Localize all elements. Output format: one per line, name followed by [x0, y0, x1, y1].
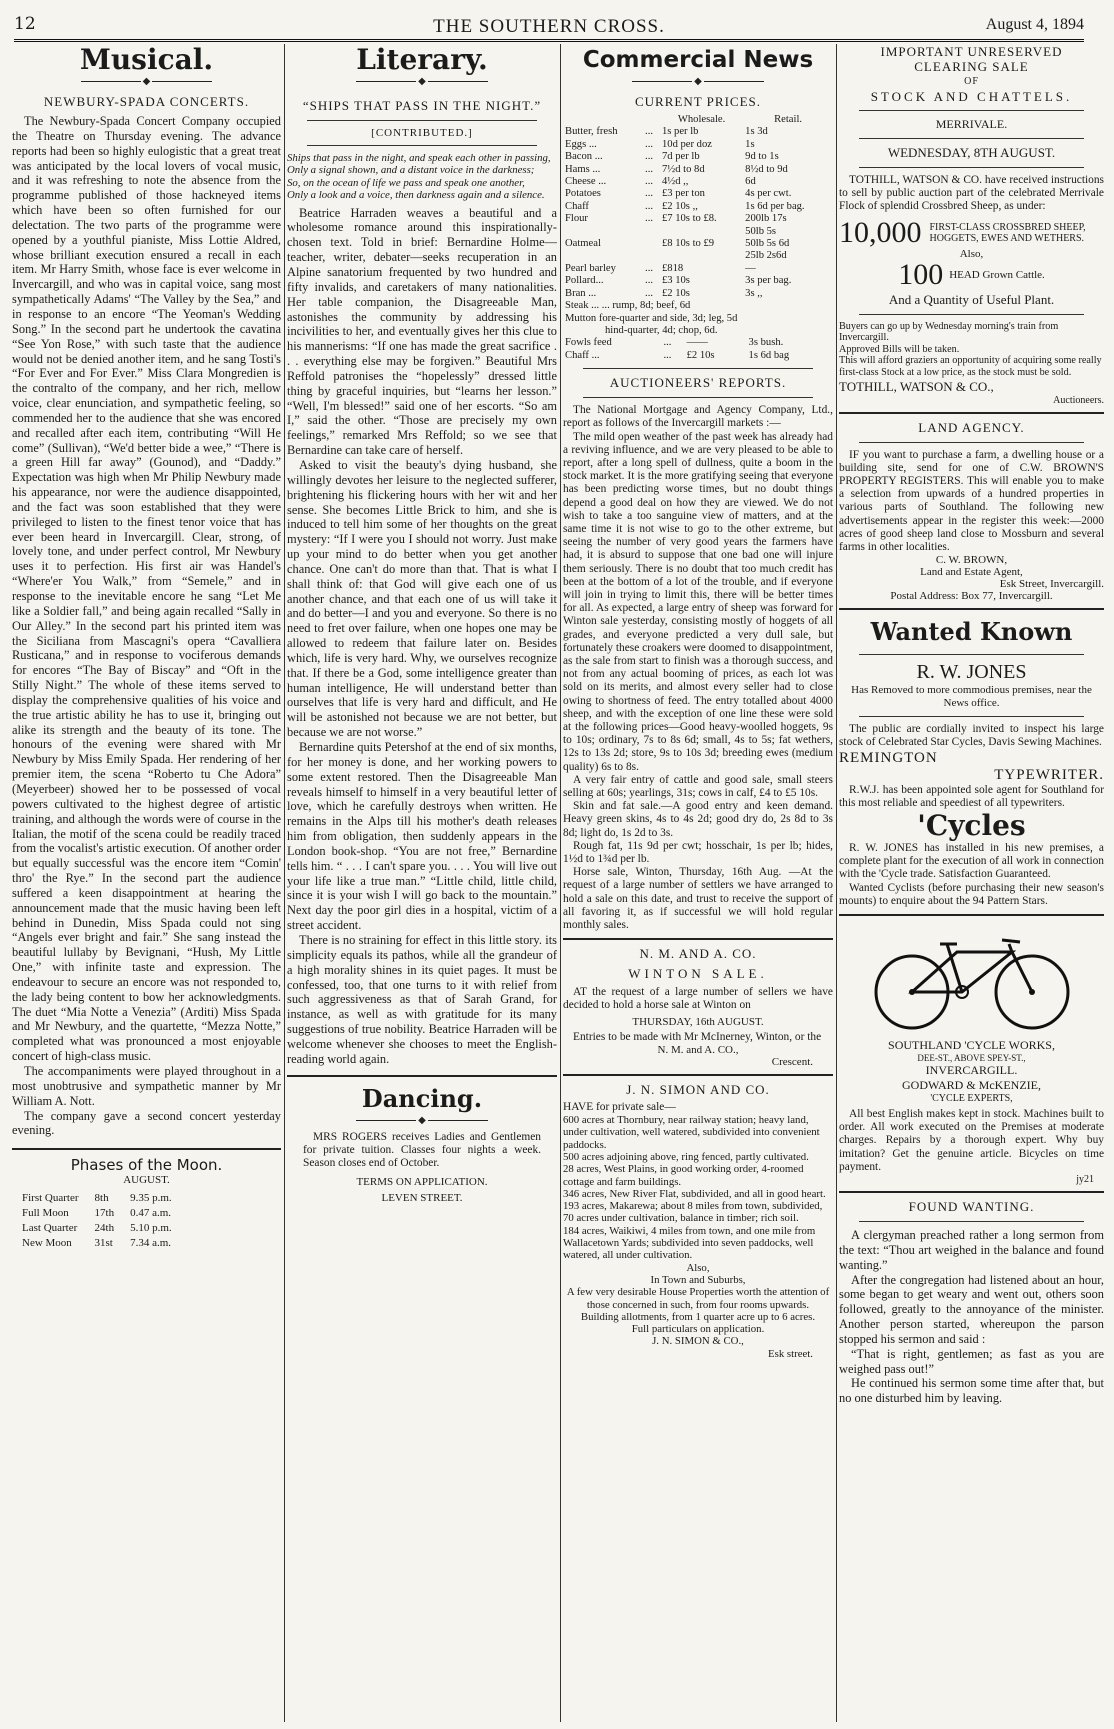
price-cell-rt: 3s bush. — [748, 337, 784, 349]
poem-line: So, on the ocean of life we pass and speak one another, — [287, 176, 525, 189]
price-cell-rt: 9d to 1s — [745, 151, 779, 163]
southland-text: All best English makes kept in stock. Machines built to order. All work executed on the Premises at moderate charges. Repairs by a thorough expert. Why buy imitation? Get the genuine article. Bicycles on time payment. — [839, 1108, 1104, 1173]
southland-experts: 'CYCLE EXPERTS, — [930, 1093, 1013, 1105]
divider — [859, 110, 1084, 111]
dancing-text: MRS ROGERS receives Ladies and Gentlemen for private tuition. Classes four nights a week. Season closes end of October. — [303, 1130, 541, 1169]
price-cell-rt: 1s 6d per bag. — [745, 200, 805, 212]
price-cell-ws: £8 10s to £9 — [661, 238, 715, 250]
lot-count: 100 — [898, 257, 944, 291]
table-row — [563, 164, 833, 176]
price-cell-rt: 25lb 2s6d — [745, 250, 787, 262]
commercial-heading: Commercial News — [582, 47, 814, 73]
moon-day: 31st — [94, 1237, 113, 1250]
moon-heading: Phases of the Moon. — [70, 1156, 223, 1175]
ornament-divider: ◆ — [12, 76, 281, 88]
wanted-rwj: R.W.J. has been appointed sole agent for Southland for this most reliable and speediest of all typewriters. — [839, 783, 1104, 809]
price-cell-dots: ... — [645, 200, 653, 212]
wanted-cyclists: Wanted Cyclists (before purchasing their new season's mounts) to enquire about the 94 Pattern Stars. — [839, 881, 1104, 907]
divider — [859, 1221, 1084, 1222]
column-literary — [287, 44, 557, 1722]
table-row — [563, 275, 833, 287]
dancing-terms: TERMS ON APPLICATION. — [356, 1176, 488, 1189]
price-cell-dots: ... — [645, 138, 653, 150]
found-paragraph: A clergyman preached rather a long sermon from the text: “Thou art weighed in the balance and found wanting.” — [839, 1228, 1104, 1272]
price-cell-rt: — — [745, 262, 756, 274]
divider — [859, 138, 1084, 139]
musical-subheading: NEWBURY-SPADA CONCERTS. — [43, 94, 250, 109]
price-cell-item: Bacon ... — [565, 151, 603, 163]
clearing-sale-title — [839, 44, 1104, 104]
price-cell-ws: 4½d ,, — [661, 176, 689, 188]
dancing-street: LEVEN STREET. — [381, 1192, 463, 1205]
price-cell-dots: ... — [645, 275, 653, 287]
col-retail: Retail. — [774, 114, 803, 125]
clearing-line: STOCK AND CHATTELS. — [870, 89, 1073, 104]
table-row — [22, 1207, 186, 1220]
price-cell-dots: ... — [645, 163, 653, 175]
poem-line: Only a look and a voice, then darkness again and a silence. — [287, 189, 545, 202]
divider — [583, 368, 813, 369]
table-row — [563, 188, 833, 200]
list-item: 184 acres, Waikiwi, 4 miles from town, and one mile from Wallacetown Yards; subdivided into seven paddocks, well watered, all under cultivation. — [563, 1224, 816, 1262]
price-cell-rt: 3s ,, — [745, 287, 763, 299]
literary-paragraph: Asked to visit the beauty's dying husband, she willingly devotes her leisure to the neglected sufferer, brightening his flickering hours with her wit and her sense. She becomes Little Brick to him, and she is induced to tell him some of her thoughts on the great mystery: “If I were you I should not worry. Just make up your mind to do better when you get another chance. One can't do more than that. That is what I shall think of: that God will give each one of us another chance, and that each one of us will take it and do better—I and you and everyone. So there is no need to fret over failure, when one hopes one may be allowed to redeem that failure later on. Besides which, life is very hard. Why, we ourselves recognize that. If there be a God, some intelligence greater than human intelligence, He will understand better than ourselves that life is very hard and difficult, and He will be astonished not because we are not better, but because we are not worse.” — [287, 457, 557, 740]
list-item: 346 acres, New River Flat, subdivided, and all in good heart. — [563, 1187, 826, 1200]
clearing-line: IMPORTANT UNRESERVED — [880, 44, 1063, 59]
table-row — [563, 126, 833, 138]
price-cell-dots: ... — [645, 262, 653, 274]
moon-time: 7.34 a.m. — [130, 1237, 172, 1250]
price-cell-item: Eggs ... — [565, 138, 597, 150]
price-cell-item: Chaff ... — [565, 349, 600, 361]
price-cell-ws — [660, 250, 743, 262]
price-cell-rt: 4s per cwt. — [745, 188, 792, 200]
moon-time: 9.35 p.m. — [130, 1192, 172, 1205]
simon-heading: J. N. SIMON AND CO. — [626, 1081, 770, 1097]
price-cell-rt: 6d — [745, 176, 756, 188]
clearing-line: CLEARING SALE — [914, 59, 1029, 74]
found-heading: FOUND WANTING. — [908, 1199, 1035, 1215]
musical-heading: Musical. — [79, 44, 214, 76]
price-cell-dots: ... — [645, 287, 653, 299]
column-rule — [284, 44, 285, 1722]
price-cell-ws: £3 per ton — [661, 188, 705, 200]
cycles-heading: 'Cycles — [917, 809, 1026, 843]
simon-sig: J. N. SIMON & CO., — [652, 1335, 744, 1348]
winton-heading: N. M. AND A. CO. — [639, 946, 757, 962]
remington-line2: TYPEWRITER. — [994, 766, 1104, 783]
divider — [839, 914, 1104, 916]
prices-subheading: CURRENT PRICES. — [634, 94, 761, 109]
land-name: C. W. BROWN, — [935, 554, 1008, 567]
simon-intro: HAVE for private sale— — [563, 1100, 676, 1113]
price-cell-item: Cheese ... — [565, 176, 607, 188]
moon-phase: Last Quarter — [22, 1222, 78, 1235]
price-cell-rt: 1s — [745, 138, 755, 150]
literary-paragraph: Beatrice Harraden weaves a beautiful and a wholesome romance around this inspirationally-chosen text. Told in brief: Bernardine Holme—teacher, writer, debater—seeks recuperation in an Alpine sanatorium frequented by two hundred and fifty invalids, and caretakers of many nationalities. Her table companion, the Disagreeable Man, astonishes the community by addressing his incivilities to her, and eventually gives her this clue to his mannerisms: “If one has made the great sacrifice . . . everything else may be forgiven.” Beautiful Mrs Reffold patronises the “hopelessly” dressed little thing by graceful inquiries, but “learns her lesson.” “Well, I'm blessed!” said one of her escorts. “So am I,” said the other. “Those are precisely my own feelings,” remarked Mrs Reffold; so we see that Bernardine can take care of herself. — [287, 205, 557, 458]
clearing-role: Auctioneers. — [1053, 394, 1104, 406]
lot-count: 10,000 — [839, 215, 922, 249]
masthead — [14, 8, 1084, 42]
column-commercial — [563, 44, 833, 1722]
price-cell-dots — [643, 250, 660, 262]
poem — [287, 152, 557, 202]
divider — [839, 412, 1104, 414]
winton-text: AT the request of a large number of sellers we have decided to hold a horse sale at Winton on — [563, 986, 833, 1012]
column-musical — [12, 44, 281, 1722]
price-cell-dots: ... — [645, 126, 653, 138]
table-header — [563, 114, 833, 126]
table-row — [563, 213, 833, 225]
wanted-heading: Wanted Known — [870, 617, 1073, 647]
southland-code: jy21 — [1076, 1174, 1094, 1186]
wanted-moved: Has Removed to more commodious premises, near the News office. — [851, 684, 1092, 710]
found-paragraph: He continued his sermon some time after that, but no one disturbed him by leaving. — [839, 1376, 1104, 1406]
ornament-divider: ◆ — [287, 1115, 557, 1127]
price-cell-ws: 7½d to 8d — [661, 163, 705, 175]
land-heading: LAND AGENCY. — [918, 419, 1025, 435]
wanted-name: R. W. JONES — [916, 661, 1027, 684]
moon-phase: Full Moon — [22, 1207, 69, 1220]
price-cell-item: Pollard... — [565, 275, 604, 287]
price-cell-rt: 8½d to 9d — [745, 163, 788, 175]
divider — [307, 120, 537, 121]
clearing-firm: TOTHILL, WATSON & CO., — [839, 378, 994, 394]
prices-table — [563, 114, 833, 300]
table-row — [563, 139, 833, 151]
land-street: Esk Street, Invercargill. — [999, 578, 1104, 591]
table-row — [563, 350, 833, 362]
winton-place: Crescent. — [771, 1055, 813, 1068]
ornament-divider: ◆ — [287, 76, 557, 88]
price-cell-ws: £2 10s — [661, 287, 690, 299]
divider — [859, 314, 1084, 315]
clearing-qty: And a Quantity of Useful Plant. — [888, 291, 1055, 307]
price-cell-ws: 10d per doz — [661, 138, 712, 150]
price-cell-item — [563, 226, 643, 238]
clearing-place: MERRIVALE. — [935, 117, 1008, 131]
auction-paragraph: Horse sale, Winton, Thursday, 16th Aug. —At the request of a large number of settlers we have arranged to hold a sale on this date, and trust to receive the support of all favoring it, as if successful we will hold regular monthly sales. — [563, 866, 833, 932]
list-item: 500 acres adjoining above, ring fenced, partly cultivated. — [563, 1150, 809, 1163]
price-cell-ws: £818 — [661, 262, 684, 274]
lot-desc: FIRST-CLASS CROSSBRED SHEEP, HOGGETS, EWES AND WETHERS. — [929, 221, 1086, 244]
price-cell-item: Butter, fresh — [565, 126, 618, 138]
divider — [583, 397, 813, 398]
simon-houses: A few very desirable House Properties worth the attention of those concerned in such, from four rooms upwards. — [566, 1286, 830, 1311]
simon-also: Also, — [686, 1261, 710, 1274]
wanted-installed: R. W. JONES has installed in his new premises, a complete plant for the execution of all work in connection with the 'Cycle trade. Satisfaction Guaranteed. — [839, 842, 1104, 881]
divider — [287, 1075, 557, 1077]
price-cell-rt: 50lb 5s 6d — [745, 238, 790, 250]
table-row — [563, 226, 833, 238]
price-cell-item: Flour — [565, 213, 588, 225]
bicycle-icon — [862, 922, 1082, 1032]
price-cell-dots: ... — [663, 337, 672, 349]
clearing-line: OF — [964, 76, 979, 87]
contributed-label: [CONTRIBUTED.] — [371, 127, 473, 139]
price-cell-ws: £7 10s to £8. — [661, 213, 717, 225]
list-item: 28 acres, West Plains, in good working order, 4-roomed cottage and farm buildings. — [563, 1163, 804, 1188]
moon-day: 8th — [94, 1192, 109, 1205]
price-cell-rt: 3s per bag. — [745, 275, 792, 287]
divider — [563, 1074, 833, 1076]
page-number: 12 — [14, 14, 36, 34]
divider — [859, 167, 1084, 168]
divider — [859, 442, 1084, 443]
divider — [839, 608, 1104, 610]
moon-time: 5.10 p.m. — [130, 1222, 172, 1235]
literary-paragraph: Bernardine quits Petershof at the end of six months, for her money is done, and her working powers to some extent restored. Then the Disagreeable Man reveals himself to himself in a very beautiful letter of love, which he carefully destroys when written. He remains in the Alps till his mother's death releases him from obligation, then suddenly appears in the London book-shop. “You are not free,” Bernardine tells him. “ . . . I can't spare you. . . . You will live out your life like a true man.” “Little child, little child, since it is your wish I will go back to the mountain.” Next day the poor girl dies in a hospital, victim of a street accident. — [287, 740, 557, 933]
clearing-notes — [839, 321, 1104, 379]
auction-paragraph: The National Mortgage and Agency Company, Ltd., report as follows of the Invercargill markets :— — [563, 404, 833, 430]
southland-firm: GODWARD & McKENZIE, — [902, 1078, 1041, 1093]
table-row — [22, 1237, 186, 1250]
note-line: Approved Bills will be taken. — [839, 343, 960, 355]
literary-paragraph: There is no straining for effect in this little story. its simplicity equals its pathos, while all the grandeur of a high morality shines in its quiet pages. It must be confessed, too, that one turns to it with relief from such aggressiveness as that of Sarah Grand, for instance, as well as with gratitude for its many suggestions of true nobility. Beatrice Harraden will be welcome whenever she chooses to meet the English-reading world again. — [287, 932, 557, 1066]
list-item: 193 acres, Makarewa; about 8 miles from town, subdivided, 70 acres under cultivation, balance in timber; rich soil. — [563, 1200, 823, 1225]
remington-line1: REMINGTON — [839, 749, 938, 766]
price-cell-rt: 1s 3d — [745, 126, 768, 138]
moon-day: 24th — [94, 1222, 115, 1235]
table-row — [563, 263, 833, 275]
meat-line: hind-quarter, 4d; chop, 6d. — [605, 324, 718, 336]
moon-time: 0.47 a.m. — [130, 1207, 172, 1220]
price-cell-ws: 7d per lb — [661, 151, 700, 163]
divider — [839, 1191, 1104, 1193]
table-row — [563, 201, 833, 213]
southland-name: SOUTHLAND 'CYCLE WORKS, — [888, 1038, 1055, 1053]
lot-desc: HEAD Grown Cattle. — [949, 268, 1045, 281]
price-cell-ws — [660, 226, 743, 238]
musical-paragraph: The company gave a second concert yesterday evening. — [12, 1108, 281, 1138]
clearing-lot-1 — [839, 215, 1104, 249]
winton-sub: WINTON SALE. — [628, 966, 768, 982]
clearing-date: WEDNESDAY, 8TH AUGUST. — [887, 145, 1056, 160]
column-ads — [839, 44, 1104, 1722]
price-cell-item: Pearl barley — [565, 262, 616, 274]
meat-line: Mutton fore-quarter and side, 3d; leg, 5d — [565, 312, 738, 324]
auction-paragraph: The mild open weather of the past week has already had a reviving influence, and we are very pleased to be able to report, after a long spell of dullness, quite a boom in the stock market. It is the more gratifying seeing that everyone has been predicting worse times, but no doubt things depend a good deal on how they are viewed. We do not wish to take a too sanguine view of matters, and at the same time it is not wise to go to the other extreme, but seeing the number of very good years the farmers have had, it is absurd to suppose that one bad one will injure them seriously. There is no doubt that too much credit has been at the bottom of a lot of the trouble, and if everyone will join in trying to limit this, there will be better times for all. As expected, a large entry of sheep was forward for Winton sale yesterday, consisting mostly of hoggets of all grades, and everyone predicted a very dull sale, but fortunately these croakers were doomed to disappointment, as the sale from start to finish was a thorough success, and not from any actual booming of prices, as each lot was sold on its merits, and almost every seller had to close owing to shortness of feed. The entry totalled about 4000 sheep, and with the exception of one line these were sold at the following prices—Good heavy-woolled hoggets, 9s to 10s; ordinary, 7s to 8s 6d; small, 4s to 5s; fat wethers, 12s to 13s 2d; store, 9s to 10s 3d; breeding ewes (medium quality) 6s to 8s. — [563, 430, 833, 773]
price-cell-rt: 200lb 17s — [745, 213, 787, 225]
simon-town: In Town and Suburbs, — [650, 1273, 746, 1286]
price-cell-dots: ... — [645, 176, 653, 188]
table-row — [563, 151, 833, 163]
moon-day: 17th — [94, 1207, 115, 1220]
note-line: Buyers can go up by Wednesday morning's train from Invercargill. — [839, 320, 1059, 344]
land-box: Postal Address: Box 77, Invercargill. — [890, 590, 1053, 603]
musical-paragraph: The Newbury-Spada Concert Company occupied the Theatre on Thursday evening. The advance reports had been so highly eulogistic that a great treat was anticipated by the local lovers of vocal music, and it was refreshing to note the absence from the programme published of those hackneyed items which have been so often furnished for our delectation. The two parts of the programme were opened by a youthful pianiste, Miss Lottie Aldred, whose brilliant execution ensured a recall in each item. Mr Harry Smith, whose face is ever welcome in Invercargill, and who was in capital voice, sang most sympathetically Adams' “The Valley by the Sea,” and in response to an encore “The Yeoman's Wedding Song.” In the second part he undertook the cavatina “See Yon Rose,” with such taste that the audience would not be denied another item, and he sang Tosti's “For Ever and For Ever.” Miss Clara Mongredien is the contralto of the company, and her rich, mellow voice, clear enunciation, and sympathetic feeling, so commended her to the audience that she was encored and recalled after each item, contributing “Will He come” (Sullivan), “We'd better bide a wee,” “There is a green Hill far away” (Gounod), and “Daddy.” Expectation was high when Mr Philip Newbury made his appearance, nor were the audience disappointed, and the fact was soon established that they were privileged to listen to the finest tenor voice that has ever been heard in Invercargill. Clear, strong, of lovely tone, and under perfect control, Mr Newbury uses it to perfection. His first air was Handel's “Where'er You Walk,” from “Semele,” and in response to the inevitable encore he sang “Let Me like a Soldier fall,” and being again recalled “Sally in Our Alley.” In the second part his printed item was the Siciliana from Mascagni's opera “Cavalliera Rusticana,” and in response to vociferous demands for encores “The Bay of Biscay” and “Oft in the Stilly Night.” The whole of these items served to display the comprehensive qualities of his voice and the true artistic ability he has to use it, bringing out alike its strength and the beauty of its tone. The honours of the evening were shared with Mr Newbury by Miss Emily Spada. Her rendering of her premier item, the scena “Roberto tu Che Adora” (Meyerbeer) showed her to be possessed of vocal powers cultivated to the highest degree of artistic training, and although the words were of course in the Italian, the motif of the scena could be readily traced from the vocalist's artistic execution. Of another order but equally successful was the encore item “Comin' thro' the Rye.” In the second part the audience suffered a keen disappointment at hearing the announcement made that the music having been left behind in Dunedin, Miss Spada could not sing “Angels ever bright and fair.” She sang instead the beautiful lullaby by Bevignani, “Hush, My Little One,” with infinite taste and expression. The endeavour to secure an encore was not responded to, the lady being content to bow her acknowledgments. The duet “Mia Notte a Venezia” (Arditi) Miss Spada and Mr Newbury, and the quartette, “Mezza Notte,” completed what was pronounced a most enjoyable concert of high-class music. — [12, 114, 281, 1064]
price-cell-item: Oatmeal — [565, 238, 601, 250]
auction-paragraph: Rough fat, 11s 9d per cwt; hosschair, 1s per lb; hides, 1½d to 1¾d per lb. — [563, 839, 833, 866]
moon-phase: New Moon — [22, 1237, 72, 1250]
literary-subheading: “SHIPS THAT PASS IN THE NIGHT.” — [302, 98, 542, 113]
list-item: 600 acres at Thornbury, near railway station; heavy land, under cultivation, well watered, subdivided into convenient paddocks. — [563, 1114, 820, 1151]
price-cell-dots — [643, 238, 660, 250]
price-cell-dots: ... — [645, 151, 653, 163]
table-row — [563, 288, 833, 300]
wanted-invite: The public are cordially invited to inspect his large stock of Celebrated Star Cycles, Davis Sewing Machines. — [839, 723, 1104, 749]
southland-addr: DEE-ST., ABOVE SPEY-ST., — [917, 1053, 1026, 1064]
divider — [859, 716, 1084, 717]
clearing-text: TOTHILL, WATSON & CO. have received instructions to sell by public auction part of the celebrated Merrivale Flock of splendid Crossbred Sheep, as under: — [839, 174, 1104, 213]
price-cell-rt: 1s 6d bag — [748, 349, 790, 361]
table-row — [22, 1222, 186, 1235]
auction-paragraph: A very fair entry of cattle and good sale, small steers selling at 60s; yearlings, 31s; cows in calf, £4 to £5 10s. — [563, 773, 833, 800]
meat-prices — [563, 300, 833, 337]
simon-list — [563, 1114, 833, 1360]
moon-phases-box — [12, 1156, 281, 1252]
dancing-heading: Dancing. — [361, 1083, 483, 1113]
prices-table-2 — [563, 337, 833, 362]
table-row — [563, 250, 833, 262]
column-rule — [560, 44, 561, 1722]
simon-full: Full particulars on application. — [631, 1323, 765, 1336]
table-row — [22, 1192, 186, 1205]
auction-paragraph: Skin and fat sale.—A good entry and keen demand. Heavy green skins, 4s to 4s 2d; good dry do, 2s 8d to 3s 8d; light do, 1s 2d to 3s. — [563, 800, 833, 839]
winton-company: N. M. and A. CO., — [657, 1043, 739, 1056]
clearing-lot-2 — [839, 257, 1104, 291]
divider — [307, 145, 537, 146]
price-cell-dots: ... — [663, 349, 672, 361]
land-text: IF you want to purchase a farm, a dwelling house or a building site, send for one of C.W. BROWN'S PROPERTY REGISTERS. This will enable you to make a selection from upwards of a hundred properties in various parts of Southland. The following new advertisements appear in the register this week:—2000 acres of good sheep land close to Mossburn and several farms in other localities. — [839, 448, 1104, 553]
literary-heading: Literary. — [356, 44, 488, 76]
issue-date: August 4, 1894 — [985, 16, 1084, 33]
divider — [12, 1148, 281, 1150]
winton-date: THURSDAY, 16th AUGUST. — [632, 1015, 764, 1028]
table-row — [563, 337, 833, 349]
price-cell-ws: £2 10s ,, — [661, 200, 698, 212]
price-cell-item: Fowls feed — [565, 337, 612, 349]
price-cell-ws: 1s per lb — [661, 126, 699, 138]
price-cell-item: Potatoes — [565, 188, 601, 200]
poem-line: Only a signal shown, and a distant voice in the darkness; — [287, 164, 535, 177]
price-cell-dots — [643, 226, 660, 238]
found-paragraph: “That is right, gentlemen; as fast as you are weighed pass out!” — [839, 1346, 1104, 1376]
price-cell-dots: ... — [645, 188, 653, 200]
price-cell-dots: ... — [645, 213, 653, 225]
price-cell-ws: £2 10s — [686, 349, 715, 361]
simon-street: Esk street. — [768, 1347, 813, 1360]
paper-title: THE SOUTHERN CROSS. — [433, 16, 665, 37]
clearing-also: Also, — [959, 247, 984, 260]
moon-table — [20, 1190, 188, 1252]
musical-paragraph: The accompaniments were played throughout in a most unobtrusive and sympathetic manner by Mr William A. Nott. — [12, 1064, 281, 1108]
divider — [563, 938, 833, 940]
land-role: Land and Estate Agent, — [920, 566, 1023, 579]
col-wholesale: Wholesale. — [677, 114, 726, 125]
price-cell-item: Chaff — [565, 200, 589, 212]
table-row — [563, 238, 833, 250]
meat-line: Steak ... ... rump, 8d; beef, 6d — [565, 300, 691, 312]
price-cell-item: Hams ... — [565, 163, 601, 175]
ornament-divider: ◆ — [563, 76, 833, 88]
winton-entries: Entries to be made with Mr McInerney, Winton, or the — [573, 1030, 822, 1043]
simon-allot: Building allotments, from 1 quarter acre up to 6 acres. — [580, 1310, 816, 1323]
note-line: This will afford graziers an opportunity of acquiring some really first-class Stock at a low price, as the stock must be sold. — [839, 355, 1102, 378]
price-cell-item — [563, 250, 643, 262]
southland-city: INVERCARGILL. — [925, 1063, 1018, 1078]
price-cell-rt: 50lb 5s — [745, 225, 777, 237]
moon-phase: First Quarter — [22, 1192, 79, 1205]
moon-month: AUGUST. — [123, 1174, 170, 1187]
divider — [859, 654, 1084, 655]
price-cell-ws: £3 10s — [661, 275, 690, 287]
table-row — [563, 176, 833, 188]
column-rule — [836, 44, 837, 1722]
found-paragraph: After the congregation had listened about an hour, some began to get weary and went out, others soon followed, greatly to the annoyance of the minister. Another person started, whereupon the parson stopped his sermon and said : — [839, 1272, 1104, 1346]
auctioneers-heading: AUCTIONEERS' REPORTS. — [609, 375, 787, 391]
price-cell-item: Bran ... — [565, 287, 597, 299]
price-cell-ws: —— — [686, 337, 708, 349]
poem-line: Ships that pass in the night, and speak each other in passing, — [287, 152, 551, 164]
